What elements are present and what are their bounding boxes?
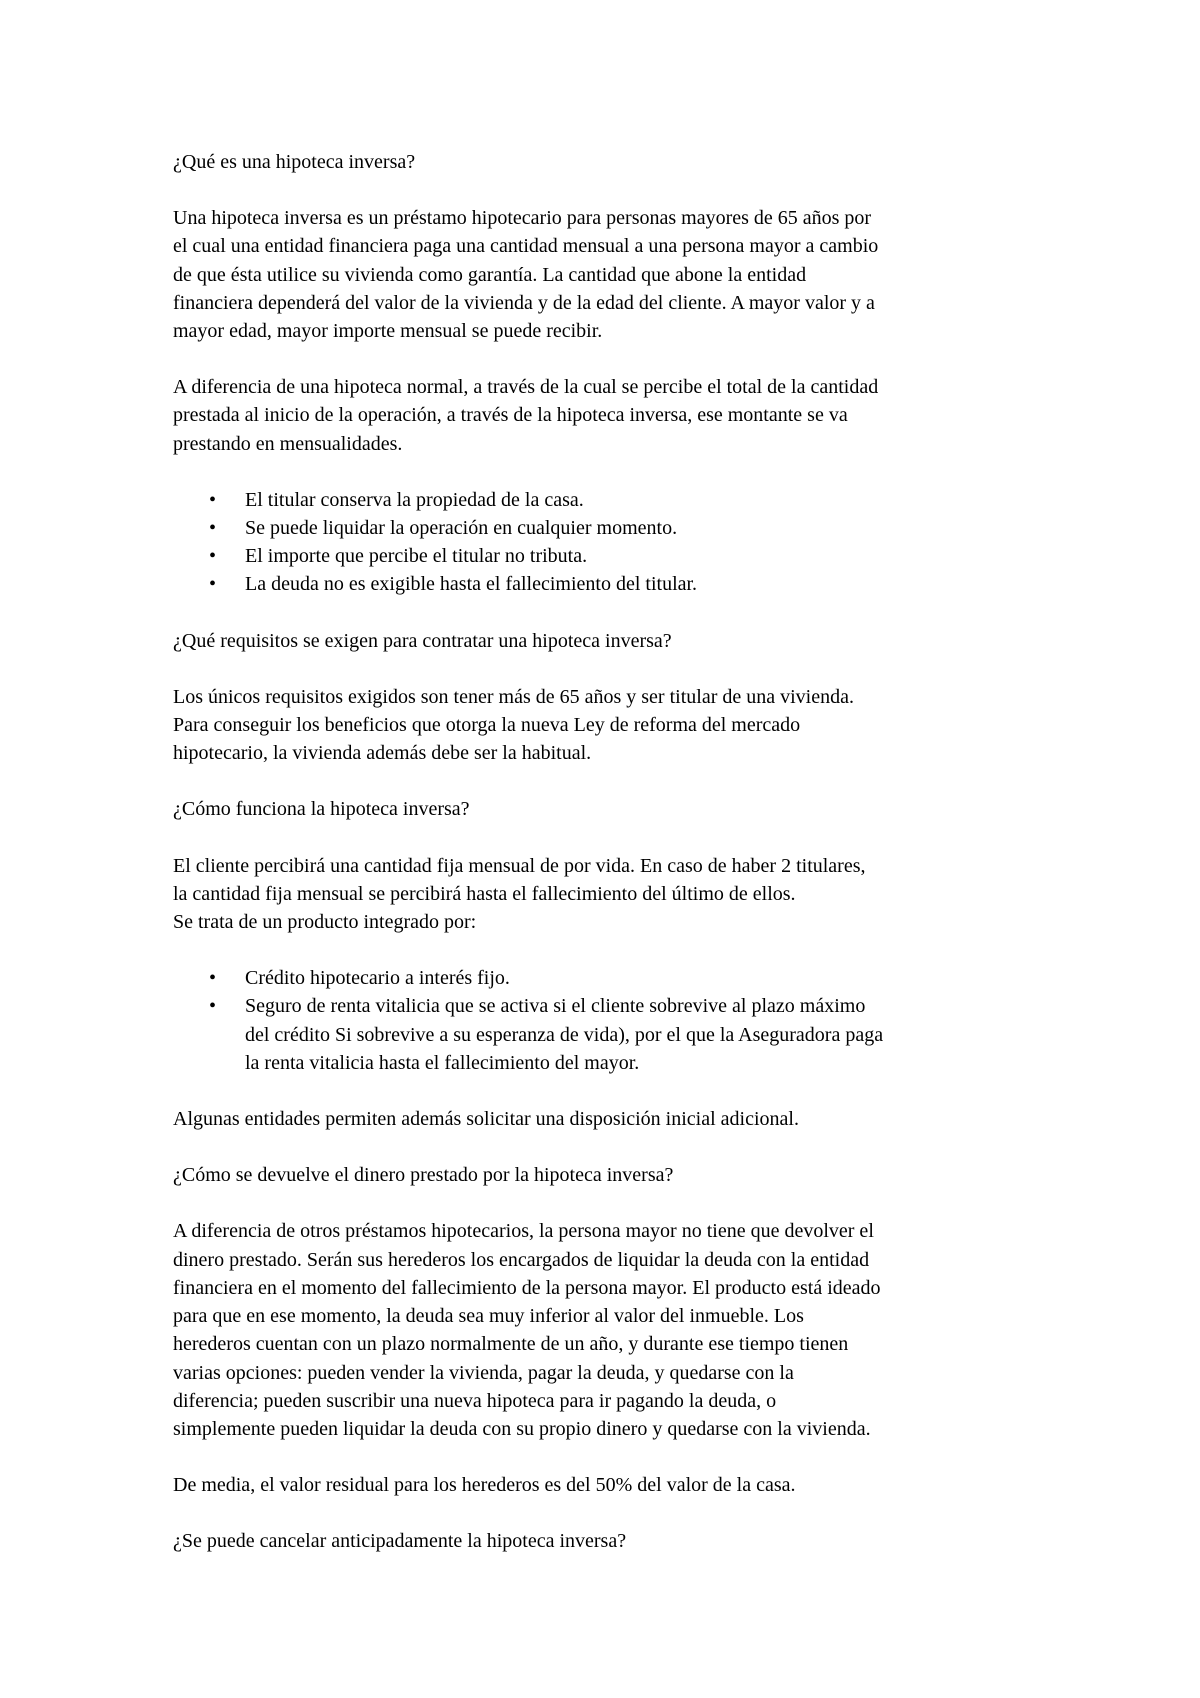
- heading-que-es: ¿Qué es una hipoteca inversa?: [173, 151, 416, 173]
- bullet-icon: •: [209, 488, 217, 511]
- paragraph-funcionamiento: El cliente percibirá una cantidad fija mensual de por vida. En caso de haber 2 titulares, la cantidad fija mensual se percibirá hasta el fallecimiento del último de ellos. Se trata de un producto integrado por:: [173, 854, 866, 934]
- list-item: • Se puede liquidar la operación en cualquier momento.: [173, 514, 1053, 542]
- bullet-icon: •: [209, 545, 217, 568]
- bullet-icon: •: [209, 967, 217, 990]
- heading-como-funciona: ¿Cómo funciona la hipoteca inversa?: [173, 798, 470, 821]
- list-item: • El titular conserva la propiedad de la casa.: [173, 486, 1053, 514]
- bullet-icon: •: [209, 995, 217, 1018]
- heading-cancelar: ¿Se puede cancelar anticipadamente la hipoteca inversa?: [173, 1530, 627, 1553]
- bullet-icon: •: [209, 573, 217, 596]
- bullet-icon: •: [209, 517, 217, 540]
- list-item: • Seguro de renta vitalicia que se activa si el cliente sobrevive al plazo máximo del crédito Si sobrevive a su esperanza de vida), por el que la Aseguradora paga la renta vitalicia hasta el fallecimiento del mayor.: [173, 992, 1053, 1077]
- bullet-list-ventajas: [173, 486, 1053, 599]
- list-item: • Crédito hipotecario a interés fijo.: [173, 964, 1053, 992]
- heading-requisitos: ¿Qué requisitos se exigen para contratar una hipoteca inversa?: [173, 629, 672, 652]
- bullet-list-producto: [173, 964, 1053, 1077]
- heading-devolucion: ¿Cómo se devuelve el dinero prestado por la hipoteca inversa?: [173, 1164, 674, 1187]
- paragraph-diferencia: A diferencia de una hipoteca normal, a través de la cual se percibe el total de la cantidad prestada al inicio de la operación, a través de la hipoteca inversa, ese montante se va prestando en mensualidades.: [173, 376, 879, 455]
- paragraph-disposicion: Algunas entidades permiten además solicitar una disposición inicial adicional.: [173, 1108, 799, 1131]
- paragraph-valor-residual: De media, el valor residual para los herederos es del 50% del valor de la casa.: [173, 1474, 796, 1497]
- paragraph-requisitos: Los únicos requisitos exigidos son tener más de 65 años y ser titular de una vivienda. Para conseguir los beneficios que otorga la nueva Ley de reforma del mercado hipotecario, la vivienda además debe ser la habitual.: [173, 685, 854, 765]
- list-item: • El importe que percibe el titular no tributa.: [173, 542, 1053, 570]
- document-page: [173, 148, 1053, 1556]
- paragraph-definicion: Una hipoteca inversa es un préstamo hipotecario para personas mayores de 65 años por el cual una entidad financiera paga una cantidad mensual a una persona mayor a cambio de que ésta utilice su vivienda como garantía. La cantidad que abone la entidad financiera dependerá del valor de la vivienda y de la edad del cliente. A mayor valor y a mayor edad, mayor importe mensual se puede recibir.: [173, 207, 879, 343]
- list-item: • La deuda no es exigible hasta el fallecimiento del titular.: [173, 570, 1053, 598]
- paragraph-devolucion: A diferencia de otros préstamos hipotecarios, la persona mayor no tiene que devolver el dinero prestado. Serán sus herederos los encargados de liquidar la deuda con la entidad financiera en el momento del fallecimiento de la persona mayor. El producto está ideado para que en ese momento, la deuda sea muy inferior al valor del inmueble. Los herederos cuentan con un plazo normalmente de un año, y durante ese tiempo tienen varias opciones: pueden vender la vivienda, pagar la deuda, y quedarse con la diferencia; pueden suscribir una nueva hipoteca para ir pagando la deuda, o simplemente pueden liquidar la deuda con su propio dinero y quedarse con la vivienda.: [173, 1220, 881, 1440]
